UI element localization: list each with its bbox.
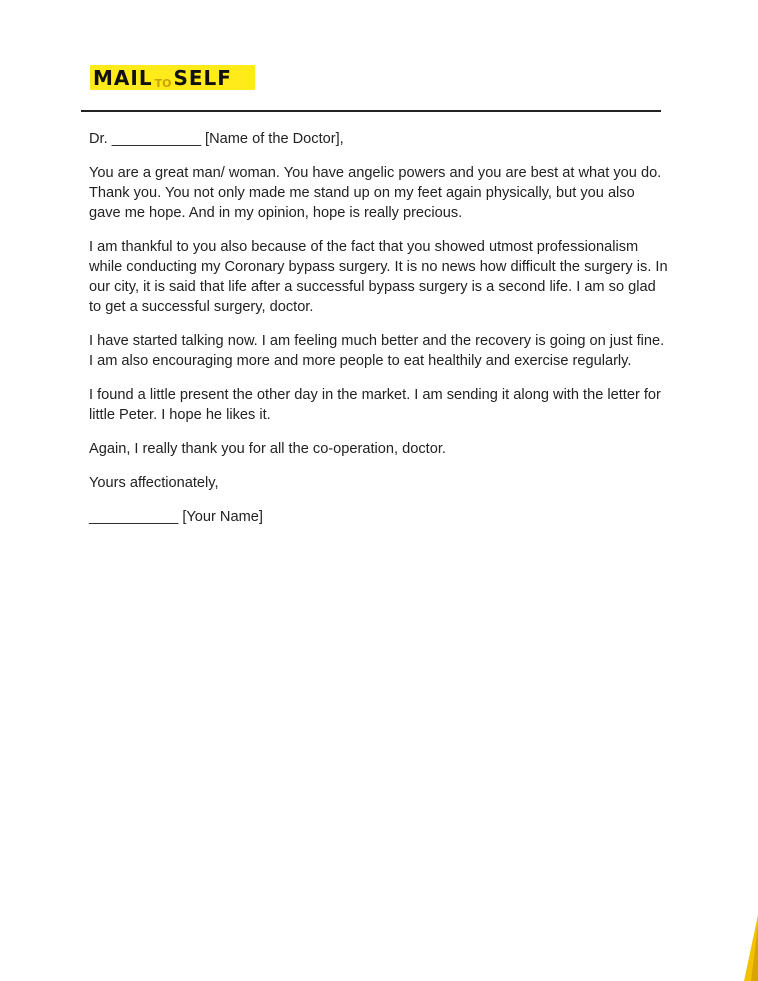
paragraph-2: I am thankful to you also because of the fact that you showed utmost professionalism while conducting my Coronary bypass surgery. It is no news how difficult the surgery is. In our city, it is said that life after a successful bypass surgery is a second life. I am so glad to get a successful surgery, doctor. [89,239,668,315]
letter-body [89,129,669,541]
paragraph-5: Again, I really thank you for all the co-operation, doctor. [89,441,446,457]
paragraph-3: I have started talking now. I am feeling much better and the recovery is going on just fine. I am also encouraging more and more people to eat healthily and exercise regularly. [89,333,665,369]
paragraph-1: You are a great man/ woman. You have angelic powers and you are best at what you do. Thank you. You not only made me stand up on my feet again physically, but you also gave me hope. And in my opinion, hope is really precious. [89,165,662,221]
logo-self: SELF [173,65,232,90]
paragraph-4: I found a little present the other day in the market. I am sending it along with the letter for little Peter. I hope he likes it. [89,387,661,423]
logo-to: TO [154,76,172,90]
signature-line: ___________ [Your Name] [89,509,263,525]
salutation: Dr. ___________ [Name of the Doctor], [89,131,344,147]
logo-text [93,65,232,90]
logo-mail: MAIL [93,65,153,90]
corner-accent-decoration [740,915,758,981]
header-divider [81,110,661,112]
mailtoself-logo [90,65,255,90]
closing: Yours affectionately, [89,475,219,491]
